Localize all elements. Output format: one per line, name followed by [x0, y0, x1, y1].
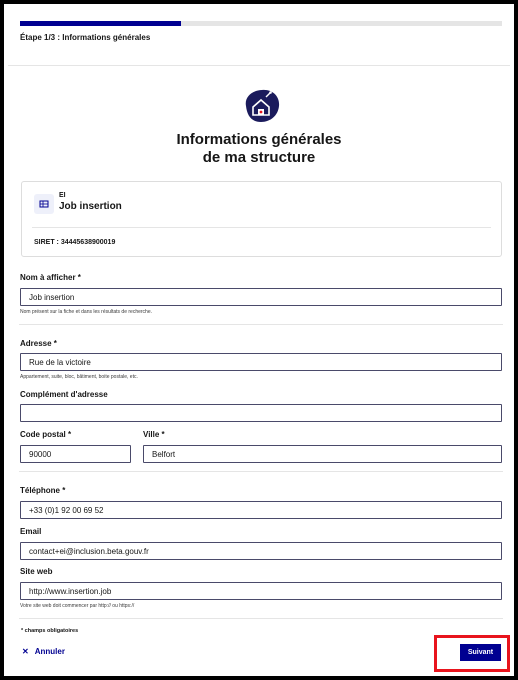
structure-siret: SIRET : 34445638900019 [34, 239, 116, 246]
city-input[interactable] [143, 445, 502, 463]
postal-code-label: Code postal * [20, 430, 72, 439]
postal-code-input[interactable] [20, 445, 131, 463]
page-title [4, 131, 514, 167]
next-button[interactable]: Suivant [460, 644, 501, 661]
email-input[interactable] [20, 542, 502, 560]
page-title-line2: de ma structure [202, 149, 316, 166]
phone-label: Téléphone * [20, 486, 66, 495]
address-complement-label: Complément d'adresse [20, 390, 108, 399]
building-icon [34, 194, 54, 214]
city-label: Ville * [143, 430, 165, 439]
page-frame [4, 4, 514, 676]
structure-card [21, 181, 502, 257]
address-input[interactable] [20, 353, 502, 371]
section-divider [19, 324, 503, 325]
required-note: * champs obligatoires [21, 628, 79, 634]
cancel-button[interactable] [22, 647, 65, 656]
display-name-hint: Nom présent sur la fiche et dans les résultats de recherche. [20, 309, 153, 315]
website-label: Site web [20, 567, 53, 576]
progress-bar [20, 21, 502, 26]
structure-kind: EI [59, 192, 66, 199]
section-divider [19, 618, 503, 619]
close-icon: ✕ [22, 647, 29, 656]
page-title-line1: Informations générales [176, 131, 342, 148]
address-label: Adresse * [20, 339, 57, 348]
section-divider [19, 471, 503, 472]
header-divider [8, 65, 510, 66]
address-complement-input[interactable] [20, 404, 502, 422]
house-emblem-icon [240, 88, 282, 124]
card-divider [32, 227, 491, 228]
address-hint: Appartement, suite, bloc, bâtiment, boite postale, etc. [20, 374, 138, 380]
display-name-input[interactable] [20, 288, 502, 306]
website-input[interactable] [20, 582, 502, 600]
step-label: Étape 1/3 : Informations générales [20, 33, 151, 42]
email-label: Email [20, 527, 42, 536]
display-name-label: Nom à afficher * [20, 273, 81, 282]
phone-input[interactable] [20, 501, 502, 519]
progress-fill [20, 21, 181, 26]
structure-name: Job insertion [59, 201, 122, 212]
cancel-label: Annuler [34, 647, 65, 656]
website-hint: Votre site web doit commencer par http:// ou https:// [20, 603, 135, 609]
